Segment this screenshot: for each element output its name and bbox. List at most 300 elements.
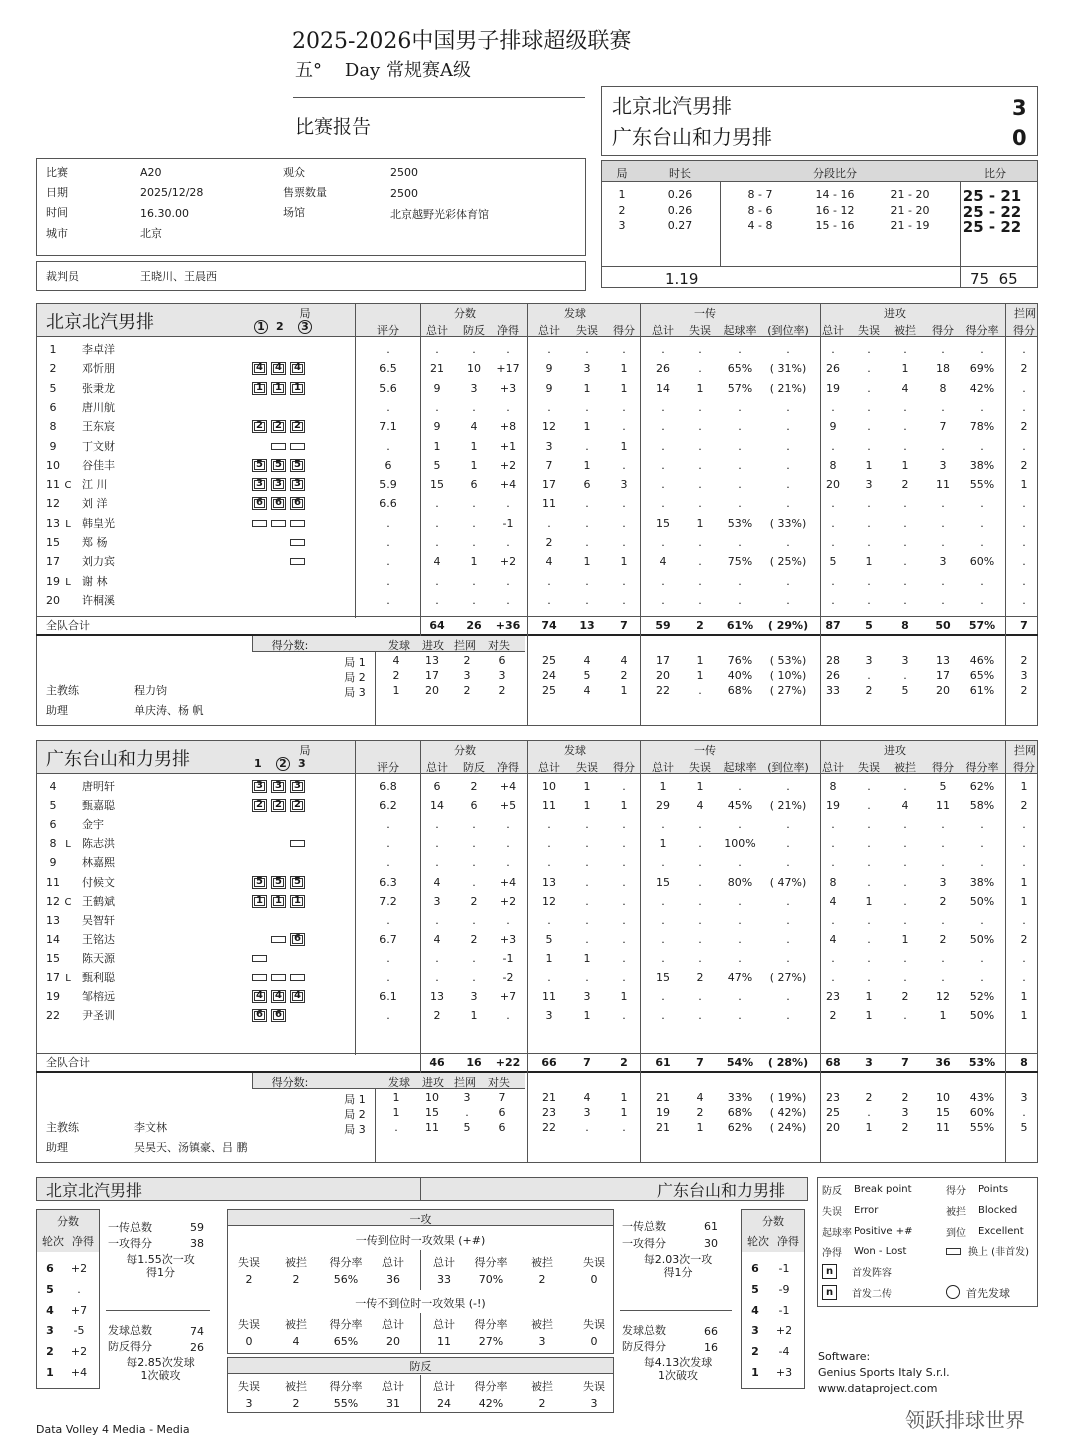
set-p2: 14 - 16: [815, 188, 855, 201]
player-apc: .: [980, 593, 984, 607]
player-t: .: [435, 913, 439, 927]
result-away-name: 广东台山和力男排: [612, 125, 772, 149]
rotation-net: +2: [70, 1345, 88, 1359]
perfect-col-header: 失误: [238, 1256, 260, 1269]
player-apc: .: [980, 971, 984, 984]
sub-marker: [271, 936, 286, 943]
player-bp: .: [472, 400, 476, 414]
legend-term: 到位: [946, 1228, 966, 1239]
start-position: 2: [252, 420, 267, 433]
col-err: 失误: [576, 761, 598, 774]
total-rt: 61: [655, 1056, 671, 1069]
rotation-net: +7: [70, 1303, 88, 1317]
away-attack-points: 30: [704, 1237, 718, 1250]
rotation-number: 2: [751, 1345, 759, 1359]
player-bp: 6: [470, 799, 478, 813]
player-ap: .: [941, 593, 945, 607]
player-ap: 18: [936, 362, 950, 376]
block-header: 拦网: [1014, 307, 1036, 320]
player-st: .: [547, 593, 551, 607]
player-st: 10: [542, 780, 556, 793]
bp-value: 3: [245, 1397, 253, 1410]
player-at: .: [831, 497, 835, 511]
score-col-header: 比分: [984, 167, 1006, 180]
sets-header: 局: [299, 744, 311, 757]
player-rpos: 45%: [727, 799, 753, 813]
set-p1: 8 - 6: [747, 204, 773, 217]
set-row-sv: .: [394, 1121, 398, 1134]
player-number: 5: [49, 799, 57, 813]
player-bk: 1: [1020, 990, 1028, 1004]
home-recv-total: 59: [190, 1221, 204, 1234]
start-position: 4: [252, 362, 267, 375]
total-at: 87: [825, 619, 841, 632]
player-name: 付候文: [82, 875, 115, 889]
total-t: 46: [429, 1056, 445, 1069]
player-re: .: [698, 932, 702, 946]
player-sp: .: [622, 574, 626, 588]
player-number: 8: [49, 837, 57, 851]
player-role: C: [64, 896, 72, 908]
player-rpos: .: [738, 593, 742, 607]
player-rt: .: [661, 343, 665, 356]
legend-desc: Error: [854, 1205, 879, 1216]
player-sp: .: [622, 536, 626, 549]
player-sp: 1: [620, 799, 628, 813]
player-name: 许桐溪: [82, 593, 115, 607]
total-se: 13: [579, 619, 595, 632]
player-se: 1: [583, 780, 591, 793]
player-rpos: .: [738, 400, 742, 414]
bp-value: 31: [386, 1397, 400, 1410]
set-row-rpos: 40%: [727, 669, 753, 682]
perfect-col-header: 被拦: [285, 1256, 307, 1269]
player-rt: .: [661, 951, 665, 965]
player-ae: .: [867, 574, 871, 588]
total-ab: 7: [901, 1056, 909, 1069]
perfect-value: 36: [386, 1273, 400, 1286]
match-info-box: [36, 158, 586, 256]
player-bp: .: [472, 971, 476, 984]
set-p3: 21 - 20: [890, 204, 930, 217]
player-bk: .: [1022, 381, 1026, 395]
col-exc: (到位率): [767, 761, 809, 774]
coach-label: 主教练: [46, 1121, 79, 1134]
col-err: 失误: [689, 324, 711, 337]
player-rt: .: [661, 536, 665, 549]
rotation-number: 5: [46, 1282, 54, 1296]
start-position: 3: [290, 478, 305, 491]
set-row-bk: 2: [1020, 684, 1028, 697]
bp-col-header: 失误: [583, 1380, 605, 1393]
set-row-rt: 21: [656, 1121, 670, 1134]
venue-label: 场馆: [283, 206, 305, 219]
start-position: 1: [252, 382, 267, 395]
player-rt: .: [661, 574, 665, 588]
col-total: 总计: [822, 324, 844, 337]
player-ae: .: [867, 799, 871, 813]
player-rpos: 100%: [724, 837, 756, 851]
player-sp: .: [622, 913, 626, 927]
player-ab: .: [903, 837, 907, 851]
start-position: 3: [271, 478, 286, 491]
total-apc: 57%: [968, 619, 996, 632]
player-rpos: .: [738, 913, 742, 927]
home-serve-total: 74: [190, 1325, 204, 1338]
player-ap: .: [941, 818, 945, 832]
player-bp: .: [472, 913, 476, 927]
player-sp: .: [622, 420, 626, 434]
perfect-value: 2: [292, 1273, 300, 1286]
set-row-ap: 17: [936, 669, 950, 682]
player-number: 9: [49, 439, 57, 453]
player-bk: .: [1022, 497, 1026, 511]
player-ab: 4: [901, 799, 909, 813]
assistant-label: 助理: [46, 1141, 68, 1154]
player-apc: 38%: [969, 458, 995, 472]
player-st: 2: [545, 536, 553, 549]
player-apc: 62%: [969, 780, 995, 793]
rotation-header: 分数: [762, 1215, 784, 1228]
player-ae: 1: [865, 990, 873, 1004]
player-sp: .: [622, 856, 626, 870]
player-se: .: [585, 516, 589, 530]
player-rexc: .: [786, 951, 790, 965]
player-ab: .: [903, 439, 907, 453]
legend-setter: 首发二传: [852, 1289, 892, 1300]
player-rt: 26: [656, 362, 670, 376]
bp-value: 55%: [333, 1397, 359, 1410]
set-row-bk: 2: [1020, 654, 1028, 667]
set-row-rt: 22: [656, 684, 670, 697]
bp-col-header: 失误: [238, 1380, 260, 1393]
player-rpos: .: [738, 458, 742, 472]
col-pts: 得分: [613, 761, 635, 774]
col-blo: 被拦: [894, 761, 916, 774]
player-sp: .: [622, 932, 626, 946]
set-row-ab: 2: [901, 1091, 909, 1104]
player-r: .: [386, 343, 390, 356]
player-re: .: [698, 1009, 702, 1023]
player-ae: .: [867, 536, 871, 549]
player-re: .: [698, 913, 702, 927]
player-re: .: [698, 555, 702, 569]
total-ab: 8: [901, 619, 909, 632]
set-row-rt: 21: [656, 1091, 670, 1104]
start-position: 5: [290, 459, 305, 472]
player-sp: .: [622, 400, 626, 414]
start-position: 6: [290, 933, 305, 946]
player-wl: +7: [499, 990, 517, 1004]
set-row-lbl: 局 3: [344, 686, 366, 699]
total-ae: 5: [865, 619, 873, 632]
player-ap: .: [941, 516, 945, 530]
player-rpos: .: [738, 574, 742, 588]
set-row-se: 4: [583, 654, 591, 667]
player-ae: .: [867, 971, 871, 984]
time-value: 16.30.00: [140, 207, 189, 220]
set-row-se: 5: [583, 669, 591, 682]
rotation-number: 4: [46, 1303, 54, 1317]
sub-marker: [271, 520, 286, 527]
set-row-lbl: 局 1: [344, 656, 366, 669]
player-ae: .: [867, 875, 871, 889]
summary-home-name: 北京北汽男排: [46, 1181, 143, 1200]
player-name: 王鹤斌: [82, 894, 115, 908]
total-bp: 26: [466, 619, 482, 632]
start-position: 1: [290, 895, 305, 908]
legend-desc: Positive +#: [854, 1226, 913, 1237]
player-at: 9: [829, 420, 837, 434]
player-ae: .: [867, 593, 871, 607]
total-st: 66: [541, 1056, 557, 1069]
player-r: 5.6: [379, 381, 397, 395]
set-row-op: 3: [498, 669, 506, 682]
player-name: 唐明轩: [82, 780, 115, 793]
set-p2: 15 - 16: [815, 219, 855, 232]
rotation-header: 分数: [57, 1215, 79, 1228]
player-se: 1: [583, 420, 591, 434]
player-st: 12: [542, 420, 556, 434]
software-label: Software:: [818, 1350, 871, 1363]
player-st: .: [547, 856, 551, 870]
total-sp: 2: [620, 1056, 628, 1069]
player-apc: 50%: [969, 894, 995, 908]
player-rt: 1: [659, 780, 667, 793]
start-position: 5: [290, 876, 305, 889]
player-number: 4: [49, 780, 57, 793]
player-t: .: [435, 856, 439, 870]
notperfect-col-header: 失误: [583, 1318, 605, 1331]
legend-desc: Excellent: [978, 1226, 1024, 1237]
away-bp-label: 防反得分: [622, 1340, 666, 1353]
footer-left: Data Volley 4 Media - Media: [36, 1423, 190, 1436]
col-wl: 净得: [497, 324, 519, 337]
set-row-rexc: ( 53%): [769, 654, 807, 667]
set-row-sp: 4: [620, 654, 628, 667]
player-re: .: [698, 894, 702, 908]
player-apc: 50%: [969, 932, 995, 946]
legend-term: 起球率: [822, 1228, 852, 1239]
player-apc: .: [980, 439, 984, 453]
player-rt: .: [661, 458, 665, 472]
set-row-re: 1: [696, 1121, 704, 1134]
player-se: 3: [583, 990, 591, 1004]
report-title: 2025-2026中国男子排球超级联赛: [292, 29, 632, 54]
player-rt: .: [661, 856, 665, 870]
player-st: 11: [542, 497, 556, 511]
player-rexc: .: [786, 932, 790, 946]
player-r: 6.3: [379, 875, 397, 889]
col-pct: 得分率: [965, 324, 999, 337]
player-ae: .: [867, 951, 871, 965]
player-ae: .: [867, 439, 871, 453]
player-name: 甄嘉聪: [82, 799, 115, 813]
player-wl: +3: [499, 381, 517, 395]
total-ap: 50: [935, 619, 951, 632]
player-number: 1: [49, 343, 57, 356]
col-pts: 得分: [932, 761, 954, 774]
player-rexc: .: [786, 400, 790, 414]
player-number: 2: [49, 362, 57, 376]
set-row-op: 6: [498, 1106, 506, 1119]
player-at: .: [831, 574, 835, 588]
set-p3: 21 - 20: [890, 188, 930, 201]
player-rexc: ( 31%): [769, 362, 807, 376]
player-t: .: [435, 837, 439, 851]
start-position: 3: [252, 478, 267, 491]
player-number: 9: [49, 856, 57, 870]
player-rpos: .: [738, 856, 742, 870]
player-se: .: [585, 818, 589, 832]
rotation-number: 3: [751, 1324, 759, 1338]
result-away-sets: 0: [1012, 126, 1027, 150]
player-sp: .: [622, 951, 626, 965]
player-bp: .: [472, 574, 476, 588]
player-ab: .: [903, 574, 907, 588]
player-wl: .: [506, 818, 510, 832]
start-position: 6: [252, 497, 267, 510]
date-value: 2025/12/28: [140, 186, 204, 199]
player-r: .: [386, 913, 390, 927]
player-wl: +4: [499, 780, 517, 793]
player-rt: .: [661, 818, 665, 832]
player-st: .: [547, 400, 551, 414]
player-se: .: [585, 932, 589, 946]
player-t: 21: [430, 362, 444, 376]
player-bp: .: [472, 837, 476, 851]
player-apc: 78%: [969, 420, 995, 434]
notperfect-value: 27%: [478, 1335, 504, 1348]
player-wl: +4: [499, 478, 517, 492]
perfect-value: 33: [437, 1273, 451, 1286]
set-row-sv: 1: [392, 684, 400, 697]
player-r: .: [386, 555, 390, 569]
player-r: 6.1: [379, 990, 397, 1004]
notperfect-col-header: 总计: [382, 1318, 404, 1331]
points-hdr-block: 拦网: [454, 1076, 476, 1089]
player-re: .: [698, 420, 702, 434]
set-row-at: 11: [425, 1121, 439, 1134]
player-rt: 1: [659, 837, 667, 851]
player-bk: .: [1022, 439, 1026, 453]
player-st: .: [547, 971, 551, 984]
player-re: 2: [696, 971, 704, 984]
venue-value: 北京越野光彩体育馆: [390, 208, 489, 221]
player-re: 1: [696, 780, 704, 793]
player-rpos: .: [738, 536, 742, 549]
sub-marker: [290, 840, 305, 847]
player-sp: .: [622, 875, 626, 889]
player-sp: .: [622, 497, 626, 511]
set-row-at: 20: [425, 684, 439, 697]
player-rexc: .: [786, 1009, 790, 1023]
set-row-ap: 11: [936, 1121, 950, 1134]
set-row-rpos: 68%: [727, 684, 753, 697]
notperfect-value: 4: [292, 1335, 300, 1348]
player-rt: .: [661, 497, 665, 511]
bp-col-header: 得分率: [474, 1380, 508, 1393]
result-home-sets: 3: [1012, 96, 1027, 120]
player-apc: .: [980, 343, 984, 356]
player-number: 11: [46, 478, 60, 492]
notperfect-col-header: 总计: [433, 1318, 455, 1331]
rotation-number: 1: [751, 1366, 759, 1379]
player-t: .: [435, 516, 439, 530]
set-row-ap: 20: [936, 684, 950, 697]
player-t: 15: [430, 478, 444, 492]
player-bp: .: [472, 856, 476, 870]
player-ae: .: [867, 400, 871, 414]
player-ab: .: [903, 971, 907, 984]
rotation-net: -1: [778, 1303, 790, 1317]
set-n: 2: [618, 204, 626, 217]
perfect-col-header: 得分率: [474, 1256, 508, 1269]
set-row-att: 28: [826, 654, 840, 667]
set-row-rexc: ( 42%): [769, 1106, 807, 1119]
player-se: .: [585, 837, 589, 851]
set-row-st: 25: [542, 684, 556, 697]
set-row-st: 24: [542, 669, 556, 682]
player-r: .: [386, 971, 390, 984]
player-rpos: .: [738, 497, 742, 511]
set-row-at: 15: [425, 1106, 439, 1119]
set-row-ap: 15: [936, 1106, 950, 1119]
assistant-names: 单庆涛、杨 帆: [134, 704, 204, 717]
coach-name: 李文林: [134, 1121, 167, 1134]
player-apc: 42%: [969, 381, 995, 395]
player-ab: .: [903, 400, 907, 414]
perfect-value: 2: [245, 1273, 253, 1286]
player-r: .: [386, 856, 390, 870]
rotation-col: 轮次: [747, 1235, 769, 1248]
player-rexc: .: [786, 913, 790, 927]
player-at: 19: [826, 381, 840, 395]
player-wl: -2: [502, 971, 514, 984]
player-bp: 2: [470, 932, 478, 946]
player-number: 12: [46, 894, 60, 908]
player-ap: .: [941, 497, 945, 511]
col-exc: (到位率): [767, 324, 809, 337]
col-err: 失误: [689, 761, 711, 774]
player-wl: .: [506, 574, 510, 588]
set-t: 0.26: [667, 188, 693, 201]
player-se: 3: [583, 362, 591, 376]
player-t: 5: [433, 458, 441, 472]
team-total-label: 全队合计: [46, 1056, 90, 1069]
player-ap: 8: [939, 381, 947, 395]
player-rexc: .: [786, 536, 790, 549]
player-bk: 1: [1020, 875, 1028, 889]
col-err: 失误: [858, 761, 880, 774]
player-apc: .: [980, 574, 984, 588]
player-ab: .: [903, 894, 907, 908]
player-se: .: [585, 971, 589, 984]
player-wl: +2: [499, 555, 517, 569]
perfect-col-header: 被拦: [531, 1256, 553, 1269]
total-at: 68: [825, 1056, 841, 1069]
player-bk: 1: [1020, 1009, 1028, 1023]
away-team-name: 广东台山和力男排: [46, 749, 190, 770]
player-ab: .: [903, 818, 907, 832]
rotation-col: 轮次: [42, 1235, 64, 1248]
rotation-net-col: 净得: [777, 1235, 799, 1248]
player-sp: .: [622, 1009, 626, 1023]
start-position: 2: [271, 799, 286, 812]
set-row-rt: 19: [656, 1106, 670, 1119]
player-wl: .: [506, 593, 510, 607]
start-position: 6: [271, 497, 286, 510]
